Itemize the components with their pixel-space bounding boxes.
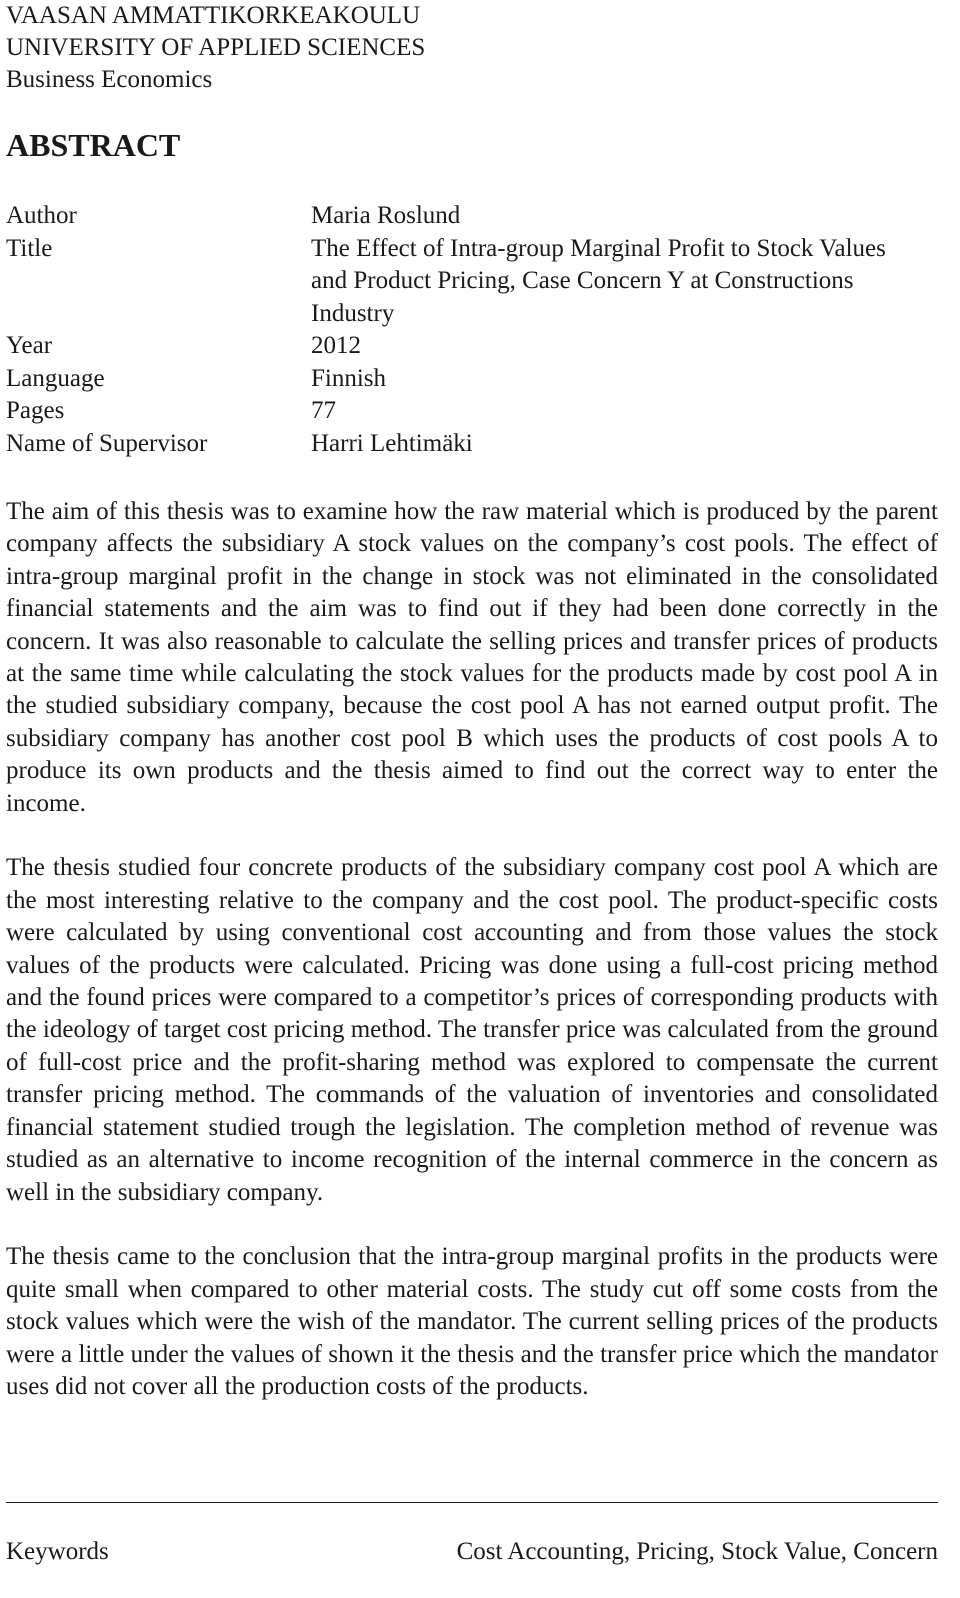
abstract-heading: ABSTRACT [6,127,181,163]
abstract-paragraph: The thesis came to the conclusion that the intra-group marginal profits in the products were quite small when compared to other material costs. The study cut off some costs from the stock values which were the wish of the mandator. The current selling prices of the products were a little under the values of shown it the thesis and the transfer price which the mandator uses did not cover all the production costs of the products. [6,1243,938,1400]
department-name: Business Economics [6,66,213,93]
keywords-row [6,1536,938,1568]
abstract-paragraph: The thesis studied four concrete products of the subsidiary company cost pool A which are the most interesting relative to the company and the cost pool. The product-specific costs were calculated by using conventional cost accounting and from those values the stock values of the products were calculated. Pricing was done using a full-cost pricing method and the found prices were compared to a competitor’s prices of corresponding products with the ideology of target cost pricing method. The transfer price was calculated from the ground of full-cost price and the profit-sharing method was explored to compensate the current transfer pricing method. The commands of the valuation of inventories and consolidated financial statement studied trough the legislation. The completion method of revenue was studied as an alternative to income recognition of the internal commerce in the concern as well in the subsidiary company. [6,854,938,1206]
meta-label: Author [6,202,77,229]
meta-row-title [6,233,938,331]
abstract-body [6,496,938,1436]
meta-row-language [6,363,938,396]
meta-label: Language [6,364,105,392]
meta-label: Title [6,234,53,262]
author-value: Maria Roslund [311,202,461,229]
meta-row-year [6,330,938,363]
year-value: 2012 [311,332,361,359]
university-name: UNIVERSITY OF APPLIED SCIENCES [6,34,426,61]
keywords-value: Cost Accounting, Pricing, Stock Value, Concern [456,1538,938,1565]
institution-name: VAASAN AMMATTIKORKEAKOULU [6,2,421,29]
keywords-label: Keywords [6,1538,109,1565]
divider-rule [6,1502,938,1503]
title-value: The Effect of Intra-group Marginal Profit to Stock Values and Product Pricing, Case Concern Y at Constructions Industry [311,234,886,327]
meta-label: Pages [6,397,65,424]
meta-row-supervisor [6,428,938,461]
pages-value: 77 [311,397,336,424]
language-value: Finnish [311,364,387,392]
meta-label: Name of Supervisor [6,429,208,457]
metadata-table [6,200,938,460]
meta-label: Year [6,332,53,359]
abstract-paragraph: The aim of this thesis was to examine how the raw material which is produced by the parent company affects the subsidiary A stock values on the company’s cost pools. The effect of intra-group marginal profit in the change in stock was not eliminated in the consolidated financial statements and the aim was to find out if they had been done correctly in the concern. It was also reasonable to calculate the selling prices and transfer prices of products at the same time while calculating the stock values for the products made by cost pool A in the studied subsidiary company, because the cost pool A has not earned output profit. The subsidiary company has another cost pool B which uses the products of cost pools A to produce its own products and the thesis aimed to find out the correct way to enter the income. [6,498,938,817]
document-header [6,0,425,96]
supervisor-value: Harri Lehtimäki [311,429,473,457]
meta-row-author [6,200,938,233]
meta-row-pages [6,395,938,428]
